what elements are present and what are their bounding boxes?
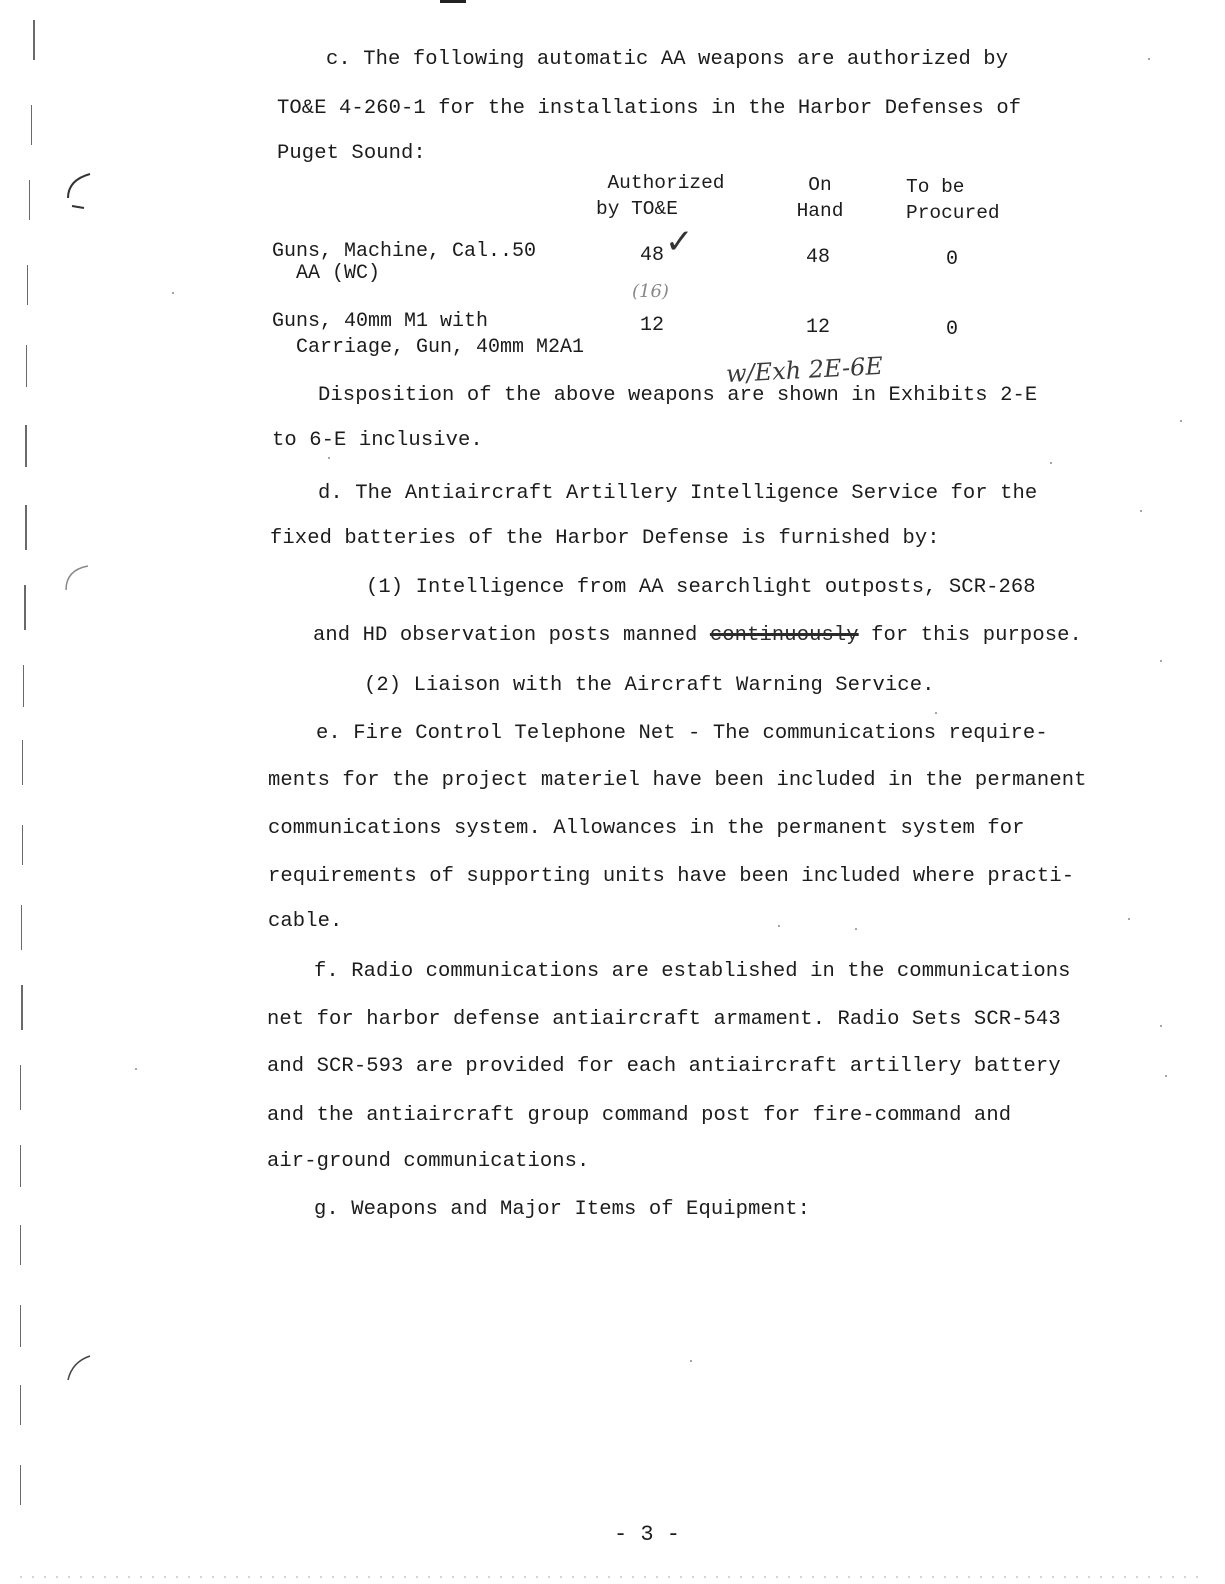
margin-mark: [21, 985, 23, 1030]
row-2-authorized: 12: [640, 314, 665, 337]
binder-hole-mark: [60, 170, 100, 214]
scan-speck: [172, 292, 174, 294]
binder-hole-mark: [58, 560, 98, 604]
row-1-item-line-2: AA (WC): [272, 262, 381, 285]
para-f-line-4: and the antiaircraft group command post for fire-command and: [267, 1104, 1012, 1127]
handwritten-annotation-16: (16): [632, 281, 669, 302]
para-e-line-3: communications system. Allowances in the permanent system for: [268, 817, 1025, 840]
scan-speck: [1128, 918, 1130, 920]
binder-hole-mark: [62, 1352, 102, 1386]
margin-mark: [20, 1065, 21, 1110]
disposition-line-1: Disposition of the above weapons are shown in Exhibits 2-E: [318, 384, 1038, 407]
margin-mark: [23, 665, 24, 707]
para-e-line-1: e. Fire Control Telephone Net - The communications require-: [316, 722, 1048, 745]
row-1-to-be-procured: 0: [946, 248, 959, 271]
row-2-on-hand: 12: [806, 316, 831, 339]
row-1-item-line-1: Guns, Machine, Cal..50: [272, 240, 537, 263]
para-d-line-2: fixed batteries of the Harbor Defense is furnished by:: [270, 527, 940, 550]
margin-mark: [31, 105, 32, 145]
margin-mark: [20, 1305, 21, 1347]
scan-speck: [328, 457, 330, 459]
scan-speck: [690, 1360, 692, 1362]
para-f-line-3: and SCR-593 are provided for each antiaircraft artillery battery: [267, 1055, 1061, 1078]
para-e-line-4: requirements of supporting units have been included where practi-: [268, 865, 1075, 888]
item-1-text-after: for this purpose.: [858, 624, 1082, 647]
scan-mark: [440, 0, 466, 3]
margin-mark: [25, 425, 27, 467]
header-on-hand: On Hand: [796, 174, 844, 222]
scan-speck: [855, 928, 857, 930]
margin-mark: [33, 20, 35, 60]
row-1-on-hand: 48: [806, 246, 831, 269]
para-f-line-5: air-ground communications.: [267, 1150, 590, 1173]
page-number: - 3 -: [614, 1522, 681, 1547]
margin-mark: [22, 740, 23, 785]
margin-mark: [20, 1385, 21, 1425]
scan-speck: [935, 712, 937, 714]
margin-mark: [20, 1465, 21, 1505]
para-f-line-1: f. Radio communications are established in the communications: [314, 960, 1071, 983]
scan-speck: [1160, 660, 1162, 662]
scan-speck: [1165, 1075, 1167, 1077]
margin-mark: [20, 1145, 21, 1187]
margin-mark: [27, 265, 28, 305]
row-1-authorized: 48: [640, 244, 665, 267]
para-c-line-1: c. The following automatic AA weapons are authorized by: [326, 48, 1009, 71]
margin-mark: [26, 345, 27, 387]
header-to-be-procured: To be Procured: [906, 176, 1000, 224]
scan-speck: [1148, 58, 1150, 60]
margin-mark: [24, 585, 26, 630]
para-c-line-2: TO&E 4-260-1 for the installations in the Harbor Defenses of: [277, 97, 1022, 120]
disposition-line-2: to 6-E inclusive.: [272, 429, 483, 452]
margin-mark: [29, 180, 30, 220]
scan-speck: [1050, 462, 1052, 464]
checkmark: ✓: [665, 222, 694, 262]
row-2-to-be-procured: 0: [946, 318, 959, 341]
scan-speck: [135, 1068, 137, 1070]
bottom-scan-edge: [0, 1574, 1225, 1580]
para-d-item-2: (2) Liaison with the Aircraft Warning Service.: [364, 674, 935, 697]
para-e-line-2: ments for the project materiel have been included in the permanent: [268, 769, 1087, 792]
scan-speck: [1160, 1025, 1162, 1027]
margin-mark: [20, 1225, 21, 1265]
handwritten-note-exhibits: w/Exh 2E-6E: [725, 351, 884, 389]
para-e-line-5: cable.: [268, 910, 343, 933]
margin-mark: [25, 505, 27, 550]
margin-mark: [22, 825, 23, 865]
margin-mark: [21, 905, 22, 950]
row-2-item-line-1: Guns, 40mm M1 with: [272, 310, 489, 333]
para-g-line: g. Weapons and Major Items of Equipment:: [314, 1198, 811, 1221]
item-1-text-before: and HD observation posts manned: [313, 624, 710, 647]
scan-speck: [778, 925, 780, 927]
struck-word: continuously: [709, 624, 859, 647]
scan-speck: [1180, 420, 1182, 422]
para-f-line-2: net for harbor defense antiaircraft armament. Radio Sets SCR-543: [267, 1008, 1061, 1031]
scan-speck: [1140, 510, 1142, 512]
para-c-line-3: Puget Sound:: [277, 142, 426, 165]
para-d-item-1-line-1: (1) Intelligence from AA searchlight outposts, SCR-268: [366, 576, 1036, 599]
header-authorized: Authorized by TO&E: [596, 172, 725, 220]
row-2-item-line-2: Carriage, Gun, 40mm M2A1: [272, 336, 585, 359]
para-d-item-1-line-2: [313, 624, 1082, 647]
para-d-line-1: d. The Antiaircraft Artillery Intelligence Service for the: [318, 482, 1038, 505]
